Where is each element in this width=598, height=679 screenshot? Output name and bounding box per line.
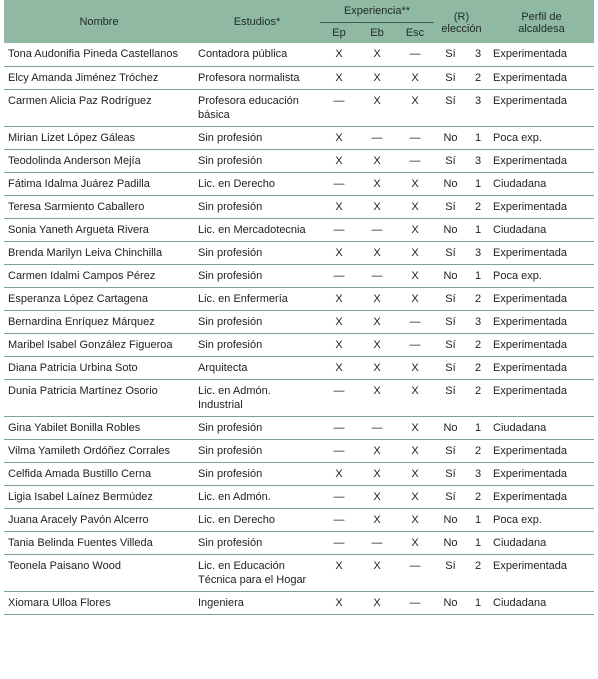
- cell-nombre: Vilma Yamileth Ordóñez Corrales: [4, 439, 194, 462]
- cell-esc: —: [396, 43, 434, 66]
- cell-eb: X: [358, 379, 396, 416]
- cell-eb: X: [358, 333, 396, 356]
- cell-reeleccion: No: [434, 591, 467, 614]
- header-estudios: Estudios*: [194, 0, 320, 43]
- cell-nombre: Teodolinda Anderson Mejía: [4, 149, 194, 172]
- cell-estudios: Lic. en Derecho: [194, 508, 320, 531]
- cell-eb: X: [358, 66, 396, 89]
- cell-esc: X: [396, 195, 434, 218]
- cell-eb: X: [358, 356, 396, 379]
- cell-eb: X: [358, 287, 396, 310]
- cell-nombre: Tona Audonifia Pineda Castellanos: [4, 43, 194, 66]
- cell-ep: X: [320, 43, 358, 66]
- cell-reeleccion: Sí: [434, 554, 467, 591]
- cell-ep: —: [320, 172, 358, 195]
- table-body: [4, 43, 594, 614]
- cell-numero: 1: [467, 264, 489, 287]
- cell-estudios: Lic. en Mercadotecnia: [194, 218, 320, 241]
- cell-ep: X: [320, 554, 358, 591]
- cell-estudios: Lic. en Enfermería: [194, 287, 320, 310]
- cell-estudios: Sin profesión: [194, 333, 320, 356]
- table-row: [4, 126, 594, 149]
- cell-perfil: Experimentada: [489, 554, 594, 591]
- cell-numero: 2: [467, 66, 489, 89]
- table-row: [4, 66, 594, 89]
- table-row: [4, 172, 594, 195]
- cell-perfil: Ciudadana: [489, 531, 594, 554]
- cell-numero: 1: [467, 508, 489, 531]
- header-nombre: Nombre: [4, 0, 194, 43]
- cell-perfil: Experimentada: [489, 89, 594, 126]
- table-row: [4, 149, 594, 172]
- cell-eb: X: [358, 508, 396, 531]
- cell-perfil: Ciudadana: [489, 591, 594, 614]
- cell-eb: X: [358, 310, 396, 333]
- table-row: [4, 310, 594, 333]
- cell-estudios: Profesora normalista: [194, 66, 320, 89]
- table-row: [4, 333, 594, 356]
- cell-numero: 1: [467, 172, 489, 195]
- cell-perfil: Experimentada: [489, 333, 594, 356]
- cell-eb: —: [358, 531, 396, 554]
- cell-esc: X: [396, 241, 434, 264]
- cell-esc: X: [396, 439, 434, 462]
- cell-nombre: Juana Aracely Pavón Alcerro: [4, 508, 194, 531]
- cell-numero: 3: [467, 462, 489, 485]
- cell-esc: X: [396, 89, 434, 126]
- cell-nombre: Xiomara Ulloa Flores: [4, 591, 194, 614]
- table-row: [4, 554, 594, 591]
- cell-esc: X: [396, 356, 434, 379]
- cell-estudios: Sin profesión: [194, 241, 320, 264]
- cell-eb: X: [358, 149, 396, 172]
- header-ep: Ep: [320, 23, 358, 44]
- cell-ep: X: [320, 66, 358, 89]
- table-row: [4, 531, 594, 554]
- cell-reeleccion: Sí: [434, 462, 467, 485]
- cell-estudios: Sin profesión: [194, 264, 320, 287]
- cell-numero: 2: [467, 333, 489, 356]
- cell-reeleccion: Sí: [434, 287, 467, 310]
- table-row: [4, 485, 594, 508]
- table-row: [4, 287, 594, 310]
- table-row: [4, 508, 594, 531]
- cell-numero: 2: [467, 439, 489, 462]
- cell-numero: 3: [467, 89, 489, 126]
- cell-esc: X: [396, 218, 434, 241]
- cell-estudios: Sin profesión: [194, 126, 320, 149]
- cell-esc: —: [396, 554, 434, 591]
- cell-reeleccion: No: [434, 218, 467, 241]
- cell-estudios: Lic. en Admón.: [194, 485, 320, 508]
- cell-perfil: Ciudadana: [489, 172, 594, 195]
- cell-eb: X: [358, 89, 396, 126]
- cell-reeleccion: Sí: [434, 379, 467, 416]
- cell-esc: —: [396, 591, 434, 614]
- header-perfil-bottom: alcaldesa: [489, 23, 594, 44]
- cell-estudios: Lic. en Derecho: [194, 172, 320, 195]
- table-row: [4, 43, 594, 66]
- cell-ep: X: [320, 333, 358, 356]
- cell-reeleccion: Sí: [434, 149, 467, 172]
- cell-estudios: Sin profesión: [194, 416, 320, 439]
- table-row: [4, 416, 594, 439]
- cell-nombre: Fátima Idalma Juárez Padilla: [4, 172, 194, 195]
- cell-reeleccion: Sí: [434, 43, 467, 66]
- cell-reeleccion: Sí: [434, 439, 467, 462]
- cell-esc: X: [396, 508, 434, 531]
- cell-eb: —: [358, 126, 396, 149]
- cell-nombre: Sonia Yaneth Argueta Rivera: [4, 218, 194, 241]
- cell-numero: 2: [467, 485, 489, 508]
- cell-perfil: Experimentada: [489, 149, 594, 172]
- cell-estudios: Sin profesión: [194, 462, 320, 485]
- cell-reeleccion: Sí: [434, 66, 467, 89]
- cell-nombre: Carmen Alicia Paz Rodríguez: [4, 89, 194, 126]
- table-row: [4, 218, 594, 241]
- cell-reeleccion: Sí: [434, 310, 467, 333]
- cell-nombre: Tania Belinda Fuentes Villeda: [4, 531, 194, 554]
- cell-nombre: Diana Patricia Urbina Soto: [4, 356, 194, 379]
- cell-perfil: Experimentada: [489, 241, 594, 264]
- cell-nombre: Maribel Isabel González Figueroa: [4, 333, 194, 356]
- cell-nombre: Bernardina Enríquez Márquez: [4, 310, 194, 333]
- cell-reeleccion: No: [434, 508, 467, 531]
- cell-esc: X: [396, 485, 434, 508]
- cell-numero: 3: [467, 149, 489, 172]
- cell-numero: 2: [467, 195, 489, 218]
- cell-numero: 1: [467, 416, 489, 439]
- cell-reeleccion: No: [434, 416, 467, 439]
- header-r-top: (R): [434, 0, 489, 23]
- cell-estudios: Lic. en Admón. Industrial: [194, 379, 320, 416]
- cell-nombre: Elcy Amanda Jiménez Tróchez: [4, 66, 194, 89]
- cell-ep: X: [320, 195, 358, 218]
- cell-ep: —: [320, 218, 358, 241]
- cell-estudios: Sin profesión: [194, 310, 320, 333]
- cell-numero: 3: [467, 310, 489, 333]
- cell-perfil: Experimentada: [489, 195, 594, 218]
- cell-ep: —: [320, 264, 358, 287]
- cell-reeleccion: Sí: [434, 333, 467, 356]
- cell-esc: X: [396, 462, 434, 485]
- table-row: [4, 591, 594, 614]
- cell-eb: X: [358, 591, 396, 614]
- cell-estudios: Sin profesión: [194, 439, 320, 462]
- cell-nombre: Teresa Sarmiento Caballero: [4, 195, 194, 218]
- cell-nombre: Ligia Isabel Laínez Bermúdez: [4, 485, 194, 508]
- cell-eb: —: [358, 264, 396, 287]
- cell-reeleccion: No: [434, 172, 467, 195]
- cell-estudios: Sin profesión: [194, 149, 320, 172]
- cell-ep: X: [320, 287, 358, 310]
- cell-perfil: Poca exp.: [489, 508, 594, 531]
- cell-eb: X: [358, 241, 396, 264]
- cell-numero: 2: [467, 356, 489, 379]
- cell-nombre: Celfida Amada Bustillo Cerna: [4, 462, 194, 485]
- cell-ep: X: [320, 241, 358, 264]
- cell-nombre: Esperanza López Cartagena: [4, 287, 194, 310]
- cell-perfil: Experimentada: [489, 310, 594, 333]
- cell-reeleccion: Sí: [434, 89, 467, 126]
- cell-estudios: Contadora pública: [194, 43, 320, 66]
- cell-nombre: Teonela Paisano Wood: [4, 554, 194, 591]
- cell-estudios: Ingeniera: [194, 591, 320, 614]
- cell-eb: X: [358, 485, 396, 508]
- cell-perfil: Experimentada: [489, 356, 594, 379]
- cell-reeleccion: No: [434, 126, 467, 149]
- cell-estudios: Lic. en Educación Técnica para el Hogar: [194, 554, 320, 591]
- cell-nombre: Brenda Marilyn Leiva Chinchilla: [4, 241, 194, 264]
- cell-numero: 3: [467, 43, 489, 66]
- table-header: [4, 0, 594, 43]
- cell-perfil: Experimentada: [489, 287, 594, 310]
- cell-esc: —: [396, 149, 434, 172]
- cell-eb: —: [358, 218, 396, 241]
- cell-perfil: Poca exp.: [489, 264, 594, 287]
- cell-ep: X: [320, 591, 358, 614]
- cell-perfil: Experimentada: [489, 439, 594, 462]
- cell-perfil: Experimentada: [489, 379, 594, 416]
- header-r-bottom: elección: [434, 23, 489, 44]
- table-row: [4, 356, 594, 379]
- cell-perfil: Experimentada: [489, 43, 594, 66]
- cell-eb: —: [358, 416, 396, 439]
- cell-esc: X: [396, 379, 434, 416]
- cell-perfil: Experimentada: [489, 485, 594, 508]
- cell-reeleccion: No: [434, 531, 467, 554]
- cell-ep: —: [320, 89, 358, 126]
- cell-eb: X: [358, 195, 396, 218]
- cell-estudios: Sin profesión: [194, 195, 320, 218]
- cell-numero: 1: [467, 591, 489, 614]
- cell-ep: —: [320, 416, 358, 439]
- cell-ep: X: [320, 126, 358, 149]
- cell-numero: 1: [467, 218, 489, 241]
- header-perfil-top: Perfil de: [489, 0, 594, 23]
- cell-eb: X: [358, 172, 396, 195]
- cell-ep: X: [320, 149, 358, 172]
- cell-numero: 1: [467, 531, 489, 554]
- table-row: [4, 195, 594, 218]
- cell-eb: X: [358, 554, 396, 591]
- table-row: [4, 89, 594, 126]
- cell-esc: —: [396, 126, 434, 149]
- cell-reeleccion: Sí: [434, 241, 467, 264]
- cell-ep: —: [320, 485, 358, 508]
- cell-numero: 1: [467, 126, 489, 149]
- table-row: [4, 379, 594, 416]
- cell-esc: X: [396, 416, 434, 439]
- cell-ep: —: [320, 508, 358, 531]
- cell-perfil: Poca exp.: [489, 126, 594, 149]
- cell-esc: X: [396, 264, 434, 287]
- cell-estudios: Profesora educación básica: [194, 89, 320, 126]
- cell-estudios: Arquitecta: [194, 356, 320, 379]
- cell-eb: X: [358, 462, 396, 485]
- cell-esc: —: [396, 310, 434, 333]
- cell-ep: X: [320, 462, 358, 485]
- table-row: [4, 439, 594, 462]
- cell-esc: X: [396, 172, 434, 195]
- cell-nombre: Gina Yabilet Bonilla Robles: [4, 416, 194, 439]
- cell-ep: —: [320, 531, 358, 554]
- cell-numero: 2: [467, 287, 489, 310]
- cell-nombre: Dunia Patricia Martínez Osorio: [4, 379, 194, 416]
- cell-ep: X: [320, 356, 358, 379]
- cell-reeleccion: Sí: [434, 356, 467, 379]
- cell-reeleccion: Sí: [434, 485, 467, 508]
- cell-numero: 3: [467, 241, 489, 264]
- cell-reeleccion: Sí: [434, 195, 467, 218]
- cell-numero: 2: [467, 379, 489, 416]
- header-esc: Esc: [396, 23, 434, 44]
- cell-nombre: Mirian Lizet López Gáleas: [4, 126, 194, 149]
- cell-esc: X: [396, 66, 434, 89]
- cell-ep: —: [320, 439, 358, 462]
- table-container: [4, 0, 594, 615]
- table-row: [4, 264, 594, 287]
- cell-numero: 2: [467, 554, 489, 591]
- cell-esc: X: [396, 531, 434, 554]
- cell-estudios: Sin profesión: [194, 531, 320, 554]
- cell-perfil: Ciudadana: [489, 218, 594, 241]
- cell-perfil: Experimentada: [489, 462, 594, 485]
- cell-perfil: Ciudadana: [489, 416, 594, 439]
- cell-reeleccion: No: [434, 264, 467, 287]
- cell-nombre: Carmen Idalmi Campos Pérez: [4, 264, 194, 287]
- cell-ep: X: [320, 310, 358, 333]
- header-experiencia: Experiencia**: [320, 0, 434, 23]
- cell-ep: —: [320, 379, 358, 416]
- table-row: [4, 241, 594, 264]
- cell-perfil: Experimentada: [489, 66, 594, 89]
- candidates-table: [4, 0, 594, 615]
- table-row: [4, 462, 594, 485]
- cell-eb: X: [358, 439, 396, 462]
- cell-esc: X: [396, 287, 434, 310]
- cell-esc: —: [396, 333, 434, 356]
- cell-eb: X: [358, 43, 396, 66]
- header-eb: Eb: [358, 23, 396, 44]
